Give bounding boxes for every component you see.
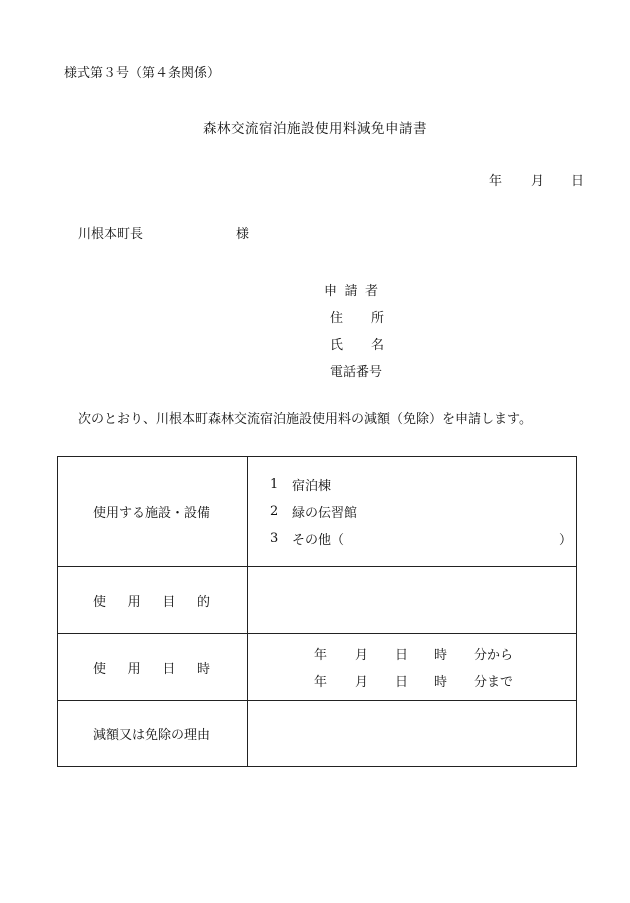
facility-list bbox=[248, 471, 576, 552]
reason-label-cell bbox=[58, 701, 248, 767]
list-item[interactable]: 2 緑の伝習館 bbox=[270, 504, 358, 521]
phone-label: 電話番号 bbox=[330, 365, 383, 380]
table-row bbox=[58, 701, 577, 767]
purpose-label: 使 用 目 的 bbox=[93, 594, 210, 610]
facility-options-cell[interactable] bbox=[248, 457, 577, 567]
list-item[interactable]: 1 宿泊棟 bbox=[270, 477, 332, 494]
honorific: 様 bbox=[236, 227, 250, 242]
name-label: 氏 名 bbox=[330, 338, 384, 353]
document-title: 森林交流宿泊施設使用料減免申請書 bbox=[203, 121, 427, 137]
purpose-input-cell[interactable] bbox=[248, 567, 577, 634]
applicant-heading: 申 請 者 bbox=[324, 284, 378, 299]
table-row bbox=[58, 567, 577, 634]
reason-input-cell[interactable] bbox=[248, 701, 577, 767]
form-number: 様式第３号（第４条関係） bbox=[64, 66, 221, 81]
addressee: 川根本町長 bbox=[78, 227, 144, 242]
date-day-label: 日 bbox=[571, 174, 585, 189]
datetime-input-cell[interactable] bbox=[248, 634, 577, 701]
list-item[interactable]: 3 その他（ ） bbox=[270, 531, 572, 548]
other-facility-field[interactable]: その他（ ） bbox=[292, 533, 572, 548]
application-table bbox=[57, 456, 577, 767]
facility-label-cell bbox=[58, 457, 248, 567]
datetime-label: 使 用 日 時 bbox=[93, 661, 210, 677]
purpose-label-cell bbox=[58, 567, 248, 634]
table-row bbox=[58, 457, 577, 567]
table-row bbox=[58, 634, 577, 701]
date-year-label: 年 bbox=[489, 174, 503, 189]
intro-text: 次のとおり、川根本町森林交流宿泊施設使用料の減額（免除）を申請します。 bbox=[78, 412, 532, 427]
facility-label: 使用する施設・設備 bbox=[93, 506, 211, 521]
datetime-from-row[interactable]: 年 月 日 時 分から bbox=[314, 648, 514, 663]
datetime-label-cell bbox=[58, 634, 248, 701]
address-label: 住 所 bbox=[330, 311, 384, 326]
date-month-label: 月 bbox=[531, 174, 545, 189]
reason-label: 減額又は免除の理由 bbox=[93, 728, 211, 743]
datetime-to-row[interactable]: 年 月 日 時 分まで bbox=[314, 675, 514, 690]
